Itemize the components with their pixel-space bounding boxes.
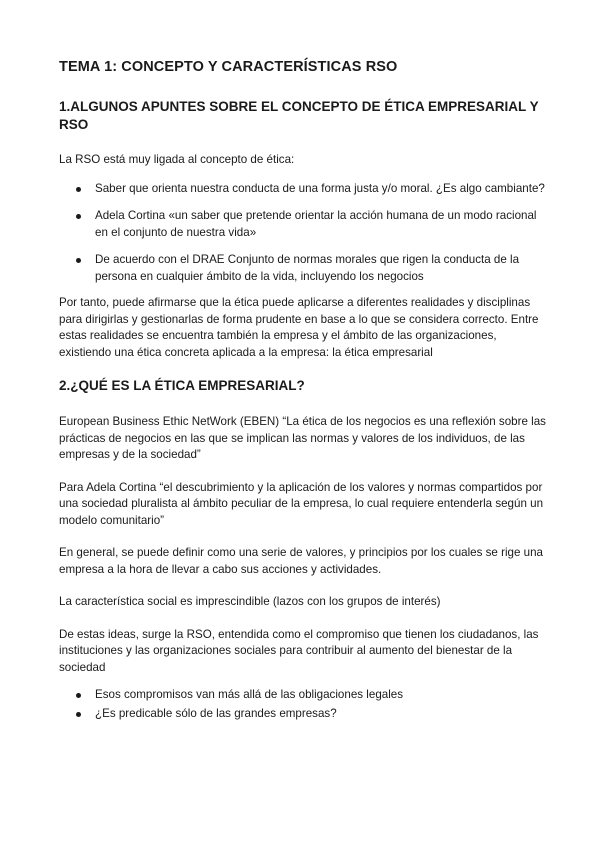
section-1-heading: 1.ALGUNOS APUNTES SOBRE EL CONCEPTO DE ÉTICA EMPRESARIAL Y RSO: [59, 99, 539, 132]
list-item-text: De acuerdo con el DRAE Conjunto de normas morales que rigen la conducta de la persona en cualquier ámbito de la vida, incluyendo los negocios: [95, 253, 520, 283]
section-2-bullet-list: [59, 687, 549, 722]
list-item-text: Saber que orienta nuestra conducta de una forma justa y/o moral. ¿Es algo cambiante?: [95, 181, 545, 195]
bullet-icon: [76, 693, 81, 698]
section-2-paragraph: European Business Ethic NetWork (EBEN) “La ética de los negocios es una reflexión sobre las prácticas de negocios en las que se implican las normas y valores de los individuos, de las empresas y de la sociedad”: [59, 415, 546, 461]
section-1-intro: La RSO está muy ligada al concepto de ética:: [59, 153, 295, 166]
bullet-icon: [76, 258, 81, 263]
section-2-heading: 2.¿QUÉ ES LA ÉTICA EMPRESARIAL?: [59, 378, 305, 393]
bullet-icon: [76, 214, 81, 219]
list-item: [59, 252, 549, 285]
section-2-paragraph: En general, se puede definir como una serie de valores, y principios por los cuales se rige una empresa a la hora de llevar a cabo sus acciones y actividades.: [59, 546, 543, 576]
list-item: [59, 706, 549, 723]
list-item-text: Esos compromisos van más allá de las obligaciones legales: [95, 688, 404, 701]
document-title: TEMA 1: CONCEPTO Y CARACTERÍSTICAS RSO: [59, 59, 398, 75]
section-2-paragraph: De estas ideas, surge la RSO, entendida como el compromiso que tienen los ciudadanos, las instituciones y las organizaciones sociales para contribuir al aumento del bienestar de la sociedad: [59, 627, 539, 674]
section-1-closing: Por tanto, puede afirmarse que la ética puede aplicarse a diferentes realidades y disciplinas para dirigirlas y gestionarlas de forma prudente en base a lo que se considera correcto. Entre estas realidades se encuentra también la empresa y el ámbito de las organizaciones, existiendo una ética concreta aplicada a la empresa: la ética empresarial: [59, 296, 539, 359]
list-item-text: Adela Cortina «un saber que pretende orientar la acción humana de un modo racional en el conjunto de nuestra vida»: [95, 209, 537, 239]
list-item: [59, 208, 549, 241]
section-1-bullet-list: [59, 181, 549, 286]
section-2-paragraph: La característica social es imprescindible (lazos con los grupos de interés): [59, 595, 441, 608]
list-item: [59, 181, 549, 198]
bullet-icon: [76, 187, 81, 192]
section-2-paragraph: Para Adela Cortina “el descubrimiento y la aplicación de los valores y normas compartidos por una sociedad pluralista al ámbito peculiar de la empresa, lo cual requiere entenderla según un modelo comunitario”: [59, 480, 544, 527]
document-content: [59, 58, 549, 722]
bullet-icon: [76, 712, 81, 717]
list-item-text: ¿Es predicable sólo de las grandes empresas?: [95, 706, 337, 720]
list-item: [59, 687, 549, 704]
